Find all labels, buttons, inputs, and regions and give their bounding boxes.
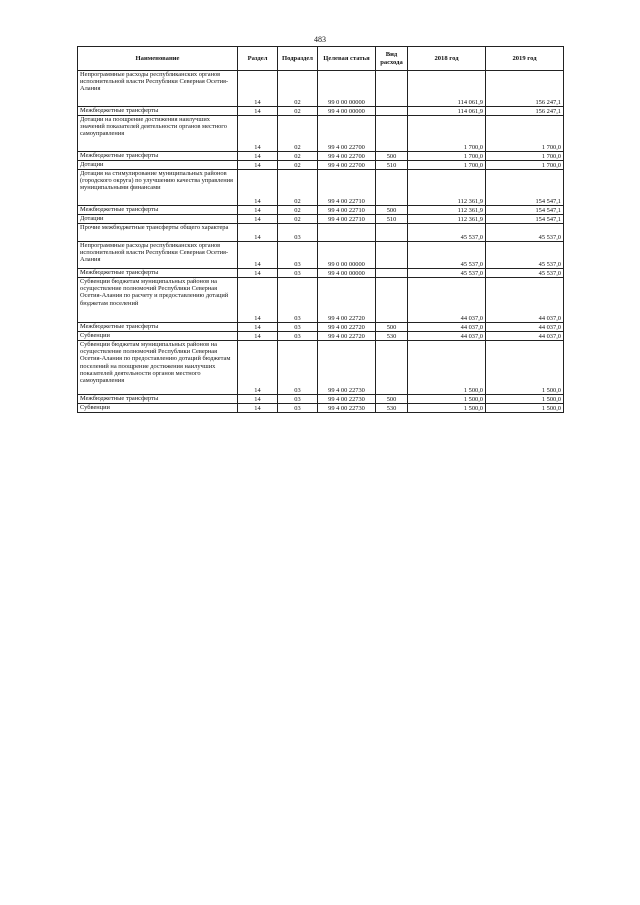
cell-2018: 1 700,0 [408,161,486,170]
cell-2018: 112 361,9 [408,170,486,206]
cell-2018: 112 361,9 [408,215,486,224]
header-subsection: Подраздел [278,47,318,71]
cell-expense-type [376,341,408,395]
header-name: Наименование [78,47,238,71]
cell-2018: 112 361,9 [408,206,486,215]
cell-subsection: 03 [278,323,318,332]
cell-expense-type: 500 [376,152,408,161]
cell-subsection: 02 [278,152,318,161]
table-row [78,332,564,341]
cell-section: 14 [238,206,278,215]
table-row [78,341,564,395]
cell-section: 14 [238,170,278,206]
cell-name: Непрограммные расходы республиканских органов исполнительной власти Республики Северная Осетия-Алания [78,242,238,269]
cell-2018: 1 700,0 [408,116,486,152]
cell-expense-type: 530 [376,404,408,413]
header-target: Целевая статья [318,47,376,71]
cell-name: Межбюджетные трансферты [78,152,238,161]
cell-2019: 45 537,0 [486,242,564,269]
cell-2018: 114 061,9 [408,107,486,116]
cell-2018: 45 537,0 [408,242,486,269]
table-row [78,161,564,170]
cell-2019: 44 037,0 [486,323,564,332]
cell-target: 99 4 00 22700 [318,161,376,170]
cell-subsection: 02 [278,107,318,116]
cell-section: 14 [238,161,278,170]
cell-2018: 1 500,0 [408,341,486,395]
cell-2019: 1 700,0 [486,161,564,170]
cell-2018: 114 061,9 [408,71,486,107]
cell-target: 99 4 00 22720 [318,323,376,332]
cell-2019: 1 500,0 [486,404,564,413]
table-row [78,152,564,161]
cell-subsection: 03 [278,242,318,269]
cell-expense-type [376,116,408,152]
cell-subsection: 03 [278,332,318,341]
cell-2018: 44 037,0 [408,323,486,332]
cell-expense-type [376,278,408,323]
cell-target [318,224,376,242]
cell-section: 14 [238,404,278,413]
header-section: Раздел [238,47,278,71]
cell-subsection: 03 [278,341,318,395]
cell-subsection: 02 [278,215,318,224]
cell-expense-type: 510 [376,161,408,170]
table-row [78,170,564,206]
cell-target: 99 4 00 22710 [318,170,376,206]
table-row [78,107,564,116]
table-row [78,269,564,278]
cell-target: 99 4 00 22700 [318,116,376,152]
table-row [78,395,564,404]
cell-2019: 154 547,1 [486,170,564,206]
page-number: 483 [314,35,326,44]
cell-section: 14 [238,224,278,242]
cell-name: Дотация на стимулирование муниципальных районов (городского округа) по улучшению качества управления муниципальными финансами [78,170,238,206]
cell-target: 99 4 00 22700 [318,152,376,161]
cell-target: 99 4 00 22710 [318,206,376,215]
table-row [78,323,564,332]
cell-section: 14 [238,116,278,152]
cell-name: Субвенции [78,332,238,341]
cell-2019: 156 247,1 [486,107,564,116]
cell-target: 99 0 00 00000 [318,71,376,107]
cell-name: Субвенции [78,404,238,413]
cell-section: 14 [238,341,278,395]
cell-expense-type [376,107,408,116]
cell-name: Межбюджетные трансферты [78,323,238,332]
cell-2018: 1 700,0 [408,152,486,161]
cell-subsection: 02 [278,170,318,206]
table-row [78,278,564,323]
cell-expense-type: 510 [376,215,408,224]
cell-target: 99 4 00 00000 [318,269,376,278]
cell-section: 14 [238,395,278,404]
cell-2018: 44 037,0 [408,332,486,341]
cell-section: 14 [238,71,278,107]
cell-2018: 45 537,0 [408,269,486,278]
cell-section: 14 [238,215,278,224]
cell-expense-type [376,269,408,278]
cell-name: Межбюджетные трансферты [78,107,238,116]
cell-name: Непрограммные расходы республиканских органов исполнительной власти Республики Северная Осетия-Алания [78,71,238,107]
table-row [78,206,564,215]
table-row [78,242,564,269]
cell-subsection: 03 [278,395,318,404]
cell-subsection: 03 [278,404,318,413]
cell-2019: 1 500,0 [486,395,564,404]
cell-subsection: 02 [278,161,318,170]
cell-target: 99 4 00 22730 [318,341,376,395]
table-header-row [78,47,564,71]
cell-2018: 44 037,0 [408,278,486,323]
table-row [78,215,564,224]
cell-2019: 1 500,0 [486,341,564,395]
cell-2019: 154 547,1 [486,215,564,224]
cell-2018: 1 500,0 [408,404,486,413]
cell-2019: 44 037,0 [486,332,564,341]
cell-subsection: 02 [278,71,318,107]
cell-section: 14 [238,332,278,341]
table-row [78,71,564,107]
header-expense-type: Вид расхода [376,47,408,71]
cell-2019: 1 700,0 [486,152,564,161]
cell-name: Дотации [78,215,238,224]
cell-name: Субвенции бюджетам муниципальных районов на осуществление полномочий Республики Северная Осетия-Алания по расчету и предоставлению дотаций бюджетам поселений [78,278,238,323]
cell-name: Межбюджетные трансферты [78,395,238,404]
cell-target: 99 4 00 22720 [318,278,376,323]
cell-expense-type [376,71,408,107]
cell-section: 14 [238,269,278,278]
cell-name: Прочие межбюджетные трансферты общего характера [78,224,238,242]
cell-2019: 154 547,1 [486,206,564,215]
header-2018: 2018 год [408,47,486,71]
cell-target: 99 4 00 00000 [318,107,376,116]
cell-section: 14 [238,323,278,332]
table-row [78,224,564,242]
cell-2019: 45 537,0 [486,269,564,278]
cell-subsection: 03 [278,269,318,278]
cell-expense-type: 500 [376,395,408,404]
cell-subsection: 02 [278,206,318,215]
cell-2019: 45 537,0 [486,224,564,242]
cell-expense-type [376,224,408,242]
cell-subsection: 02 [278,116,318,152]
table-row [78,404,564,413]
cell-section: 14 [238,152,278,161]
cell-section: 14 [238,242,278,269]
cell-expense-type: 500 [376,323,408,332]
cell-2019: 1 700,0 [486,116,564,152]
cell-section: 14 [238,107,278,116]
cell-subsection: 03 [278,224,318,242]
cell-expense-type [376,242,408,269]
cell-2018: 1 500,0 [408,395,486,404]
cell-2019: 156 247,1 [486,71,564,107]
table-row [78,116,564,152]
cell-expense-type: 500 [376,206,408,215]
header-2019: 2019 год [486,47,564,71]
cell-target: 99 4 00 22720 [318,332,376,341]
cell-2019: 44 037,0 [486,278,564,323]
cell-subsection: 03 [278,278,318,323]
cell-name: Межбюджетные трансферты [78,206,238,215]
budget-table [77,46,564,413]
cell-name: Дотации на поощрение достижения наилучших значений показателей деятельности органов местного самоуправления [78,116,238,152]
cell-name: Межбюджетные трансферты [78,269,238,278]
cell-expense-type: 530 [376,332,408,341]
cell-2018: 45 537,0 [408,224,486,242]
cell-name: Дотации [78,161,238,170]
cell-target: 99 4 00 22730 [318,395,376,404]
cell-target: 99 0 00 00000 [318,242,376,269]
cell-name: Субвенции бюджетам муниципальных районов на осуществление полномочий Республики Северная Осетия-Алания по предоставлению дотаций бюджетам поселений на поощрение достижения наилучших показателей деятельности органов местного самоуправления [78,341,238,395]
cell-section: 14 [238,278,278,323]
cell-expense-type [376,170,408,206]
cell-target: 99 4 00 22730 [318,404,376,413]
cell-target: 99 4 00 22710 [318,215,376,224]
